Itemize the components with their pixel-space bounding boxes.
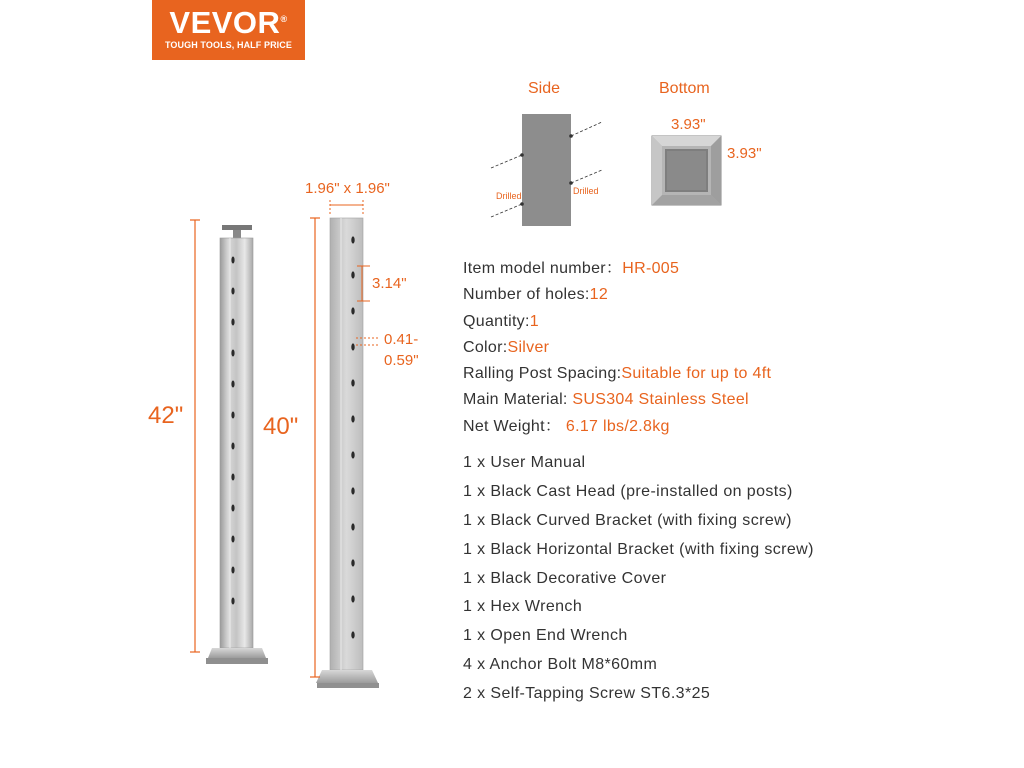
bottom-view-title: Bottom xyxy=(659,80,710,97)
spec-row xyxy=(463,387,771,413)
spec-row xyxy=(463,361,771,387)
spec-list xyxy=(463,256,771,440)
spec-label: Quantity: xyxy=(463,312,530,330)
post-section-dimension: 1.96" x 1.96" xyxy=(305,180,390,197)
spec-label: Main Material: xyxy=(463,391,573,409)
list-item: 1 x Black Decorative Cover xyxy=(463,569,667,587)
post-section-dimension-line xyxy=(330,200,363,216)
list-item: 1 x Hex Wrench xyxy=(463,598,583,616)
railing-post xyxy=(316,218,379,688)
spec-row xyxy=(463,335,771,361)
hole-spacing-dimension: 3.14" xyxy=(372,275,407,292)
spec-value: Suitable for up to 4ft xyxy=(621,365,772,383)
spec-row xyxy=(463,256,771,282)
package-contents-list xyxy=(463,449,814,709)
height-42-dimension-line xyxy=(190,220,200,652)
spec-row xyxy=(463,414,771,440)
brand-name: VEVOR xyxy=(169,5,281,40)
bottom-depth-dimension: 3.93" xyxy=(727,145,762,162)
spec-value: Silver xyxy=(507,338,550,356)
list-item: 1 x Black Horizontal Bracket (with fixing screw) xyxy=(463,540,814,558)
spec-value: 12 xyxy=(589,286,609,304)
drilled-label: Drilled xyxy=(496,191,522,201)
spec-value: 1 xyxy=(529,312,539,330)
side-view-title: Side xyxy=(528,80,561,97)
registered-mark: ® xyxy=(280,14,288,24)
side-view-drawing xyxy=(491,114,602,226)
brand-tagline: TOUGH TOOLS, HALF PRICE xyxy=(165,40,292,50)
hole-diameter-dimension-line1: 0.41- xyxy=(384,331,419,348)
spec-row xyxy=(463,309,771,335)
height-post-dimension: 40" xyxy=(263,413,299,440)
spec-label: Ralling Post Spacing: xyxy=(463,365,622,383)
spec-value: HR-005 xyxy=(622,260,680,277)
list-item: 1 x Black Curved Bracket (with fixing screw) xyxy=(463,511,792,529)
spec-row xyxy=(463,282,771,308)
list-item: 1 x Open End Wrench xyxy=(463,627,628,645)
spec-label: Color: xyxy=(463,338,508,356)
list-item: 2 x Self-Tapping Screw ST6.3*25 xyxy=(463,685,711,703)
hole-diameter-dimension-line2: 0.59" xyxy=(384,352,419,369)
spec-label: Number of holes: xyxy=(463,286,590,304)
list-item: 1 x Black Cast Head (pre-installed on posts) xyxy=(463,482,793,500)
spec-value: 6.17 lbs/2.8kg xyxy=(565,417,670,435)
list-item: 4 x Anchor Bolt M8*60mm xyxy=(463,656,658,674)
height-total-dimension: 42" xyxy=(148,402,184,429)
list-item: 1 x User Manual xyxy=(463,454,586,471)
height-40-dimension-line xyxy=(310,218,320,677)
railing-post-with-bracket xyxy=(206,225,268,664)
spec-value: SUS304 Stainless Steel xyxy=(572,391,749,409)
bottom-width-dimension: 3.93" xyxy=(671,116,706,133)
spec-label: Item model number： xyxy=(463,260,623,277)
bottom-view-drawing xyxy=(652,136,721,205)
drilled-label: Drilled xyxy=(573,186,599,196)
spec-label: Net Weight： xyxy=(463,417,566,435)
